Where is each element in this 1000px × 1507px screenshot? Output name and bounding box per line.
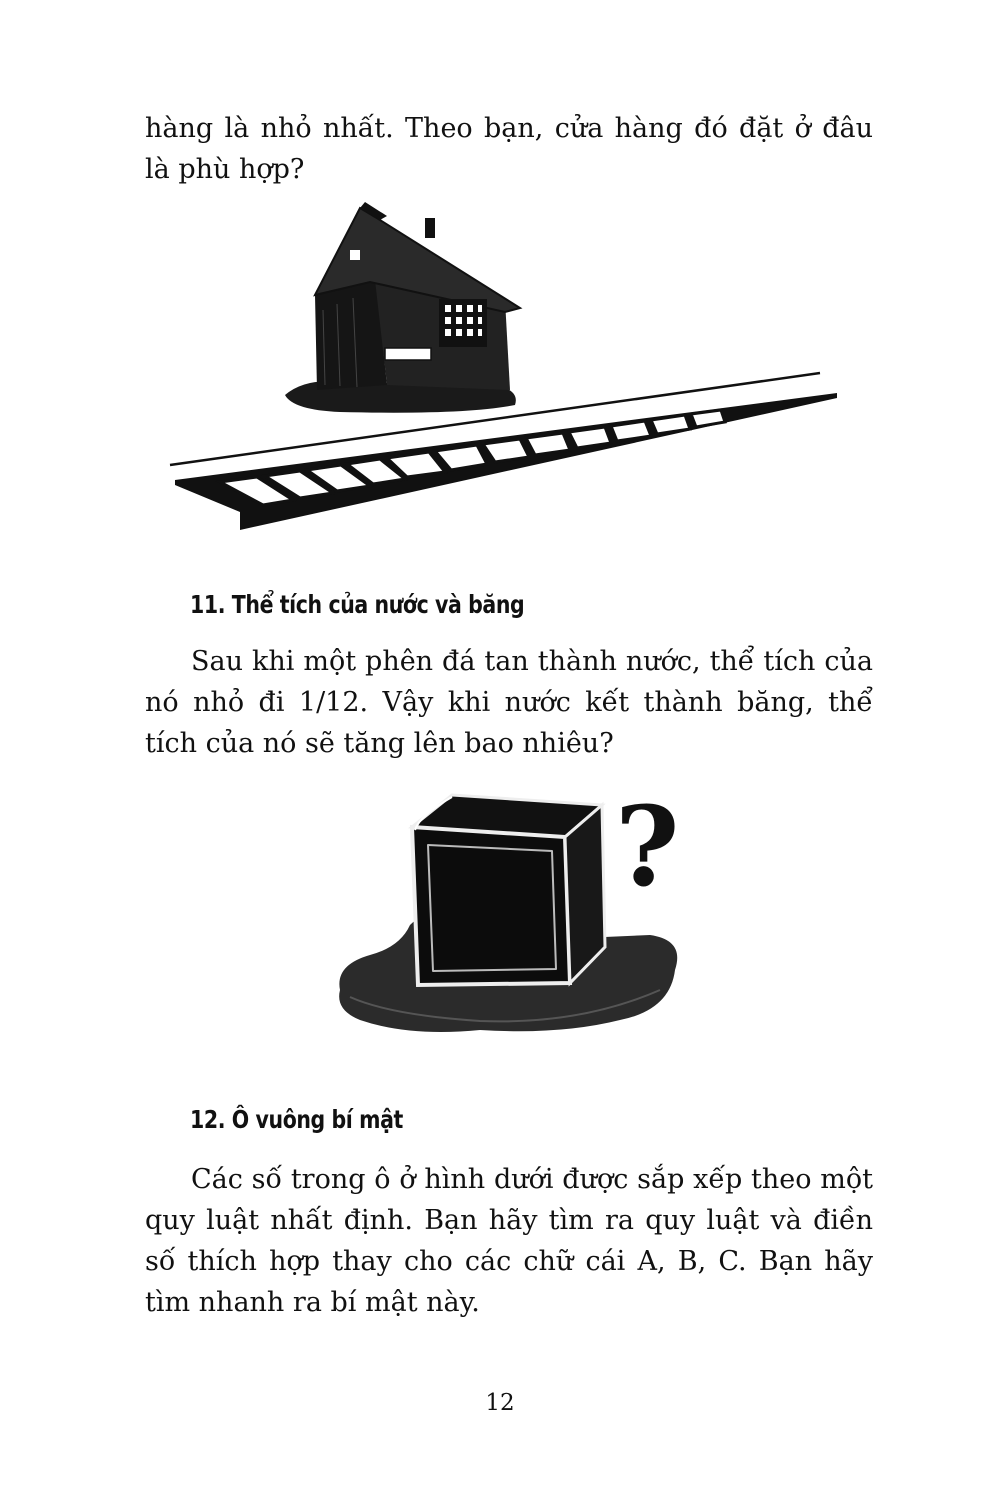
question-mark-icon: ? xyxy=(615,782,680,911)
problem-11-heading: 11. Thể tích của nước và băng xyxy=(190,590,525,619)
problem-12-heading: 12. Ô vuông bí mật xyxy=(190,1105,403,1134)
intro-continuation-paragraph: hàng là nhỏ nhất. Theo bạn, cửa hàng đó đặt ở đâu là phù hợp? xyxy=(145,113,873,185)
problem-12-paragraph: Các số trong ô ở hình dưới được sắp xếp theo một quy luật nhất định. Bạn hãy tìm ra quy luật và điền số thích hợp thay cho các chữ cái A, B, C. Bạn hãy tìm nhanh ra bí mật này. xyxy=(145,1164,873,1318)
house-window xyxy=(440,300,486,346)
page-number: 12 xyxy=(485,1390,515,1416)
problem-11-paragraph: Sau khi một phên đá tan thành nước, thể tích của nó nhỏ đi 1/12. Vậy khi nước kết thành băng, thể tích của nó sẽ tăng lên bao nhiêu? xyxy=(145,646,873,759)
ice-cube-illustration xyxy=(330,775,690,1045)
house-railway-illustration xyxy=(165,200,845,540)
